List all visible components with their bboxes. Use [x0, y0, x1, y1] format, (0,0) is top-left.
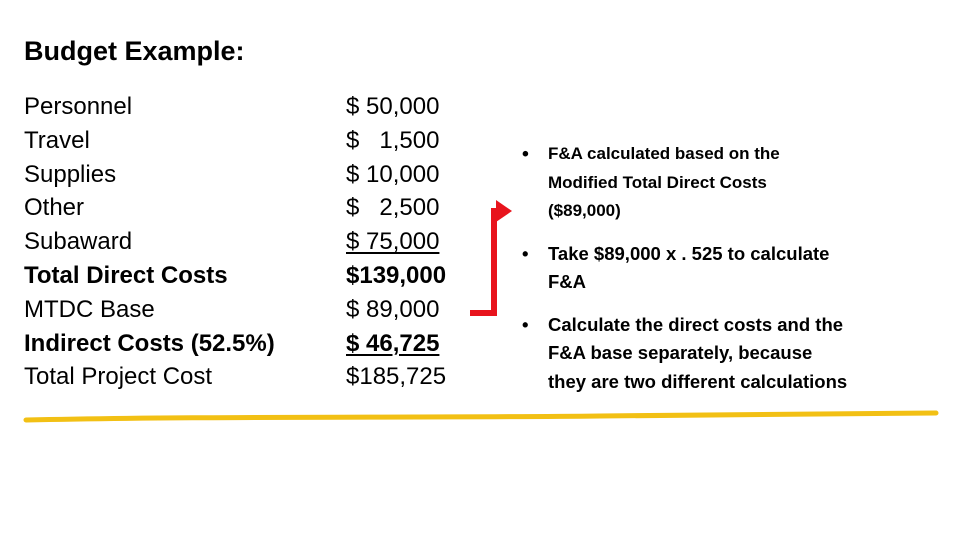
- label-indirect-costs: Indirect Costs (52.5%): [24, 329, 275, 357]
- value-travel: $ 1,500: [346, 126, 440, 154]
- bullet-item: [522, 240, 942, 297]
- bullet-line: ($89,000): [548, 201, 621, 220]
- budget-labels: [24, 90, 275, 394]
- bullet-dot-icon: •: [522, 143, 529, 165]
- bullet-line: Modified Total Direct Costs: [548, 172, 767, 192]
- label-other: Other: [24, 194, 85, 222]
- value-personnel: $ 50,000: [346, 93, 440, 120]
- label-supplies: Supplies: [24, 160, 117, 188]
- bullet-line: Take $89,000 x . 525 to calculate: [548, 242, 830, 264]
- slide-title: Budget Example:: [24, 36, 245, 66]
- value-total-direct-costs: $139,000: [346, 261, 447, 289]
- label-subaward: Subaward: [24, 228, 133, 256]
- value-supplies: $ 10,000: [346, 160, 440, 188]
- value-indirect-costs: $ 46,725: [346, 329, 440, 357]
- bullet-text: [548, 140, 942, 226]
- label-total-direct-costs: Total Direct Costs: [24, 261, 228, 289]
- bullet-line: they are two different calculations: [548, 370, 848, 392]
- red-arrow-icon: [470, 200, 512, 313]
- bullet-list: [522, 140, 942, 410]
- bullet-dot-icon: •: [522, 242, 529, 264]
- value-total-project-cost: $185,725: [346, 363, 447, 391]
- bullet-item: [522, 140, 942, 226]
- value-subaward: $ 75,000: [346, 228, 440, 256]
- bullet-line: F&A: [548, 271, 587, 292]
- label-travel: Travel: [24, 126, 90, 154]
- bullet-line: F&A base separately, because: [548, 342, 813, 363]
- underline-bar: [26, 413, 936, 420]
- bullet-line: F&A calculated based on the: [548, 144, 780, 163]
- bullet-line: Calculate the direct costs and the: [548, 313, 844, 335]
- label-personnel: Personnel: [24, 93, 133, 120]
- label-mtdc-base: MTDC Base: [24, 295, 155, 323]
- bullet-item: [522, 311, 942, 397]
- bullet-text: [548, 240, 942, 297]
- bullet-dot-icon: •: [522, 313, 529, 335]
- bullet-text: [548, 311, 942, 397]
- label-total-project-cost: Total Project Cost: [24, 363, 213, 391]
- budget-values: [346, 90, 446, 394]
- value-mtdc-base: $ 89,000: [346, 295, 440, 323]
- value-other: $ 2,500: [346, 194, 440, 222]
